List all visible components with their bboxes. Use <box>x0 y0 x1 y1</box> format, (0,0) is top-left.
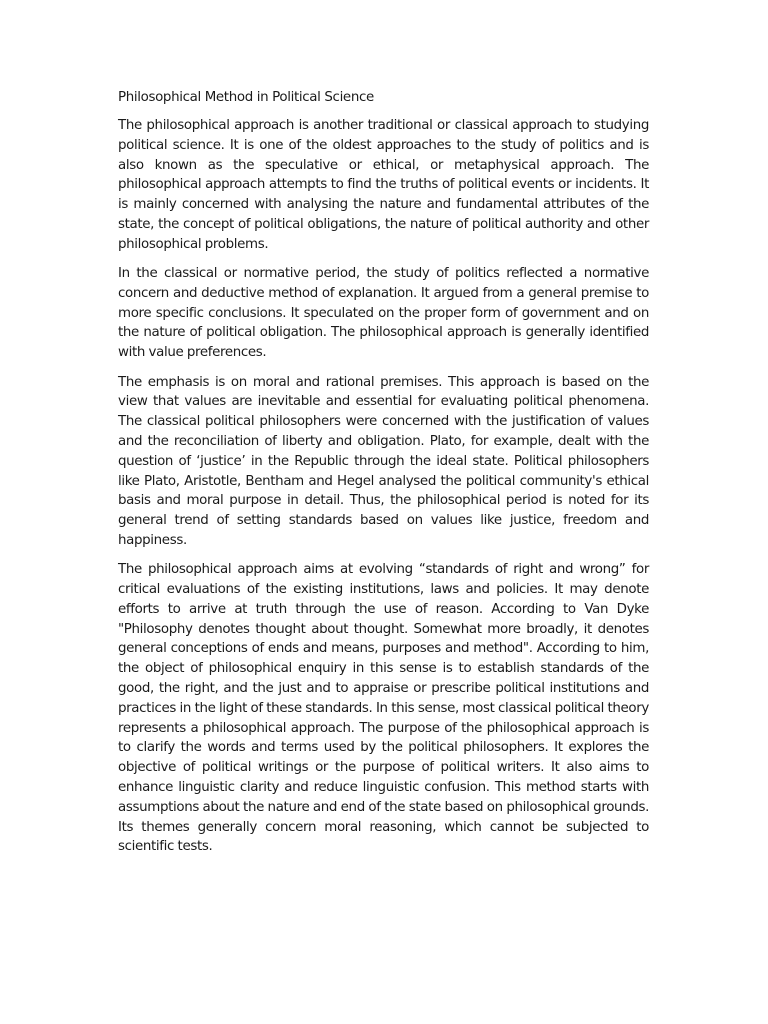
paragraph-4: The philosophical approach aims at evolving “standards of right and wrong” for critical evaluations of the existing institutions, laws and policies. It may denote efforts to arrive at truth through the use of reason. According to Van Dyke "Philosophy denotes thought about thought. Somewhat more broadly, it denotes general conceptions of ends and means, purposes and method". According to him, the object of philosophical enquiry in this sense is to establish standards of the good, the right, and the just and to appraise or prescribe political institutions and practices in the light of these standards. In this sense, most classical political theory represents a philosophical approach. The purpose of the philosophical approach is to clarify the words and terms used by the political philosophers. It explores the objective of political writings or the purpose of political writers. It also aims to enhance linguistic clarity and reduce linguistic confusion. This method starts with assumptions about the nature and end of the state based on philosophical grounds. Its themes generally concern moral reasoning, which cannot be subjected to scientific tests. <box>118 562 649 855</box>
paragraph-1: The philosophical approach is another traditional or classical approach to studying political science. It is one of the oldest approaches to the study of politics and is also known as the speculative or ethical, or metaphysical approach. The philosophical approach attempts to find the truths of political events or incidents. It is mainly concerned with analysing the nature and fundamental attributes of the state, the concept of political obligations, the nature of political authority and other philosophical problems. <box>118 118 649 252</box>
paragraph-3: The emphasis is on moral and rational premises. This approach is based on the view that values are inevitable and essential for evaluating political phenomena. The classical political philosophers were concerned with the justification of values and the reconciliation of liberty and obligation. Plato, for example, dealt with the question of ‘justice’ in the Republic through the ideal state. Political philosophers like Plato, Aristotle, Bentham and Hegel analysed the political community's ethical basis and moral purpose in detail. Thus, the philosophical period is noted for its general trend of setting standards based on values like justice, freedom and happiness. <box>118 374 649 548</box>
paragraph-2: In the classical or normative period, the study of politics reflected a normative concern and deductive method of explanation. It argued from a general premise to more specific conclusions. It speculated on the proper form of government and on the nature of political obligation. The philosophical approach is generally identified with value preferences. <box>118 266 649 361</box>
document-body <box>118 88 649 867</box>
document-title: Philosophical Method in Political Science <box>118 90 374 105</box>
